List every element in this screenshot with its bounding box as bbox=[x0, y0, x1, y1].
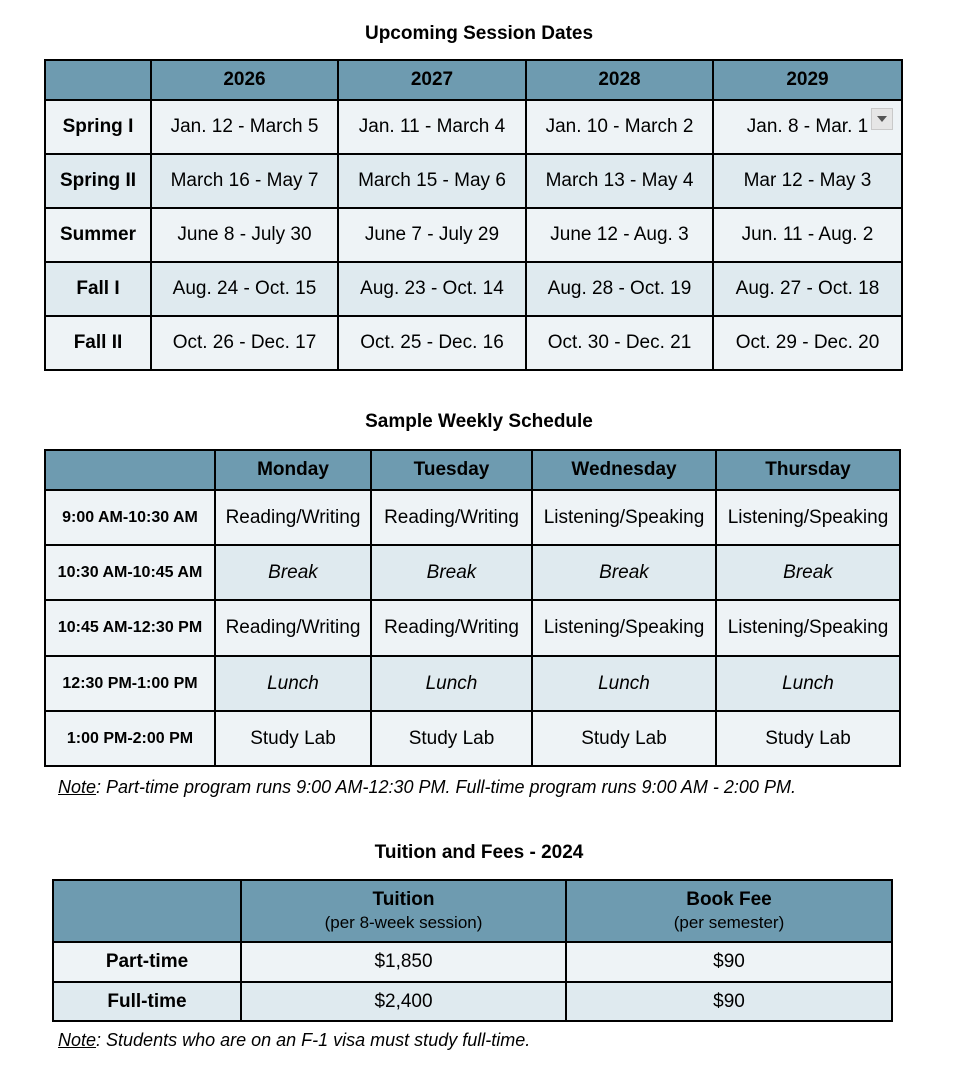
tuition-header bbox=[241, 880, 566, 942]
table-cell: Study Lab bbox=[532, 711, 716, 766]
year-header: 2029 bbox=[713, 60, 902, 100]
table-cell: Jun. 11 - Aug. 2 bbox=[713, 208, 902, 262]
table-row bbox=[45, 656, 900, 711]
note-text: : Part-time program runs 9:00 AM-12:30 PM. Full-time program runs 9:00 AM - 2:00 PM. bbox=[96, 777, 796, 797]
tuition-row-label: Full-time bbox=[53, 982, 241, 1021]
note-text: : Students who are on an F-1 visa must study full-time. bbox=[96, 1030, 531, 1050]
weekly-header-row bbox=[45, 450, 900, 490]
table-cell: Reading/Writing bbox=[371, 600, 532, 656]
table-cell: $2,400 bbox=[241, 982, 566, 1021]
year-header: 2027 bbox=[338, 60, 526, 100]
table-cell: Oct. 26 - Dec. 17 bbox=[151, 316, 338, 370]
tuition-row-label: Part-time bbox=[53, 942, 241, 982]
table-cell: Reading/Writing bbox=[215, 600, 371, 656]
session-dates-table bbox=[44, 59, 903, 371]
time-label: 9:00 AM-10:30 AM bbox=[45, 490, 215, 545]
table-cell: Lunch bbox=[215, 656, 371, 711]
table-cell: March 16 - May 7 bbox=[151, 154, 338, 208]
session-label: Fall I bbox=[45, 262, 151, 316]
table-cell: June 12 - Aug. 3 bbox=[526, 208, 713, 262]
time-label: 12:30 PM-1:00 PM bbox=[45, 656, 215, 711]
table-cell: Break bbox=[371, 545, 532, 600]
table-cell: Listening/Speaking bbox=[532, 490, 716, 545]
table-row bbox=[45, 100, 902, 154]
table-cell: Break bbox=[716, 545, 900, 600]
table-cell: June 8 - July 30 bbox=[151, 208, 338, 262]
time-label: 10:45 AM-12:30 PM bbox=[45, 600, 215, 656]
tuition-header-row bbox=[53, 880, 892, 942]
table-cell: Aug. 28 - Oct. 19 bbox=[526, 262, 713, 316]
table-cell: $90 bbox=[566, 982, 892, 1021]
table-cell: $90 bbox=[566, 942, 892, 982]
table-cell: Study Lab bbox=[371, 711, 532, 766]
weekly-schedule-table bbox=[44, 449, 901, 767]
session-label: Summer bbox=[45, 208, 151, 262]
tuition-title: Tuition and Fees - 2024 bbox=[374, 842, 584, 863]
day-header: Tuesday bbox=[371, 450, 532, 490]
table-cell: Lunch bbox=[371, 656, 532, 711]
session-label: Fall II bbox=[45, 316, 151, 370]
session-label: Spring I bbox=[45, 100, 151, 154]
table-cell: Listening/Speaking bbox=[716, 490, 900, 545]
table-cell: Lunch bbox=[532, 656, 716, 711]
table-cell: Listening/Speaking bbox=[532, 600, 716, 656]
table-cell: Reading/Writing bbox=[215, 490, 371, 545]
table-cell: March 13 - May 4 bbox=[526, 154, 713, 208]
tuition-note bbox=[58, 1030, 530, 1051]
book-fee-header-title: Book Fee bbox=[686, 889, 772, 910]
table-row bbox=[53, 942, 892, 982]
table-cell: Study Lab bbox=[716, 711, 900, 766]
year-header: 2026 bbox=[151, 60, 338, 100]
table-cell: Oct. 29 - Dec. 20 bbox=[713, 316, 902, 370]
day-header: Wednesday bbox=[532, 450, 716, 490]
table-cell: Oct. 30 - Dec. 21 bbox=[526, 316, 713, 370]
table-cell: June 7 - July 29 bbox=[338, 208, 526, 262]
table-cell: Oct. 25 - Dec. 16 bbox=[338, 316, 526, 370]
tuition-corner-cell bbox=[53, 880, 241, 942]
session-corner-cell bbox=[45, 60, 151, 100]
weekly-note bbox=[58, 777, 796, 798]
day-header: Monday bbox=[215, 450, 371, 490]
book-fee-header bbox=[566, 880, 892, 942]
table-cell: $1,850 bbox=[241, 942, 566, 982]
session-dates-title: Upcoming Session Dates bbox=[364, 23, 594, 44]
table-row bbox=[45, 600, 900, 656]
table-cell: Jan. 11 - March 4 bbox=[338, 100, 526, 154]
weekly-schedule-title: Sample Weekly Schedule bbox=[365, 411, 593, 432]
day-header: Thursday bbox=[716, 450, 900, 490]
table-row bbox=[45, 208, 902, 262]
table-row bbox=[45, 262, 902, 316]
tuition-header-title: Tuition bbox=[372, 889, 435, 910]
time-label: 10:30 AM-10:45 AM bbox=[45, 545, 215, 600]
table-cell: Break bbox=[215, 545, 371, 600]
table-cell: Jan. 12 - March 5 bbox=[151, 100, 338, 154]
table-cell: Lunch bbox=[716, 656, 900, 711]
table-cell: Aug. 24 - Oct. 15 bbox=[151, 262, 338, 316]
note-label: Note bbox=[58, 777, 97, 797]
table-cell: Study Lab bbox=[215, 711, 371, 766]
table-cell: Reading/Writing bbox=[371, 490, 532, 545]
tuition-table bbox=[52, 879, 893, 1022]
note-label: Note bbox=[58, 1030, 97, 1050]
tuition-header-sub: (per 8-week session) bbox=[324, 913, 483, 932]
table-row bbox=[45, 711, 900, 766]
table-cell: Jan. 10 - March 2 bbox=[526, 100, 713, 154]
table-cell: Break bbox=[532, 545, 716, 600]
table-row bbox=[45, 316, 902, 370]
table-row bbox=[53, 982, 892, 1021]
table-cell: March 15 - May 6 bbox=[338, 154, 526, 208]
table-cell: Listening/Speaking bbox=[716, 600, 900, 656]
year-header: 2028 bbox=[526, 60, 713, 100]
session-label: Spring II bbox=[45, 154, 151, 208]
table-cell: Mar 12 - May 3 bbox=[713, 154, 902, 208]
book-fee-header-sub: (per semester) bbox=[673, 913, 785, 932]
table-cell: Aug. 23 - Oct. 14 bbox=[338, 262, 526, 316]
table-cell: Jan. 8 - Mar. 1 bbox=[713, 100, 902, 154]
time-label: 1:00 PM-2:00 PM bbox=[45, 711, 215, 766]
chevron-down-icon[interactable] bbox=[871, 108, 893, 130]
table-row bbox=[45, 545, 900, 600]
session-header-row bbox=[45, 60, 902, 100]
table-row bbox=[45, 154, 902, 208]
weekly-corner-cell bbox=[45, 450, 215, 490]
table-cell: Aug. 27 - Oct. 18 bbox=[713, 262, 902, 316]
table-row bbox=[45, 490, 900, 545]
